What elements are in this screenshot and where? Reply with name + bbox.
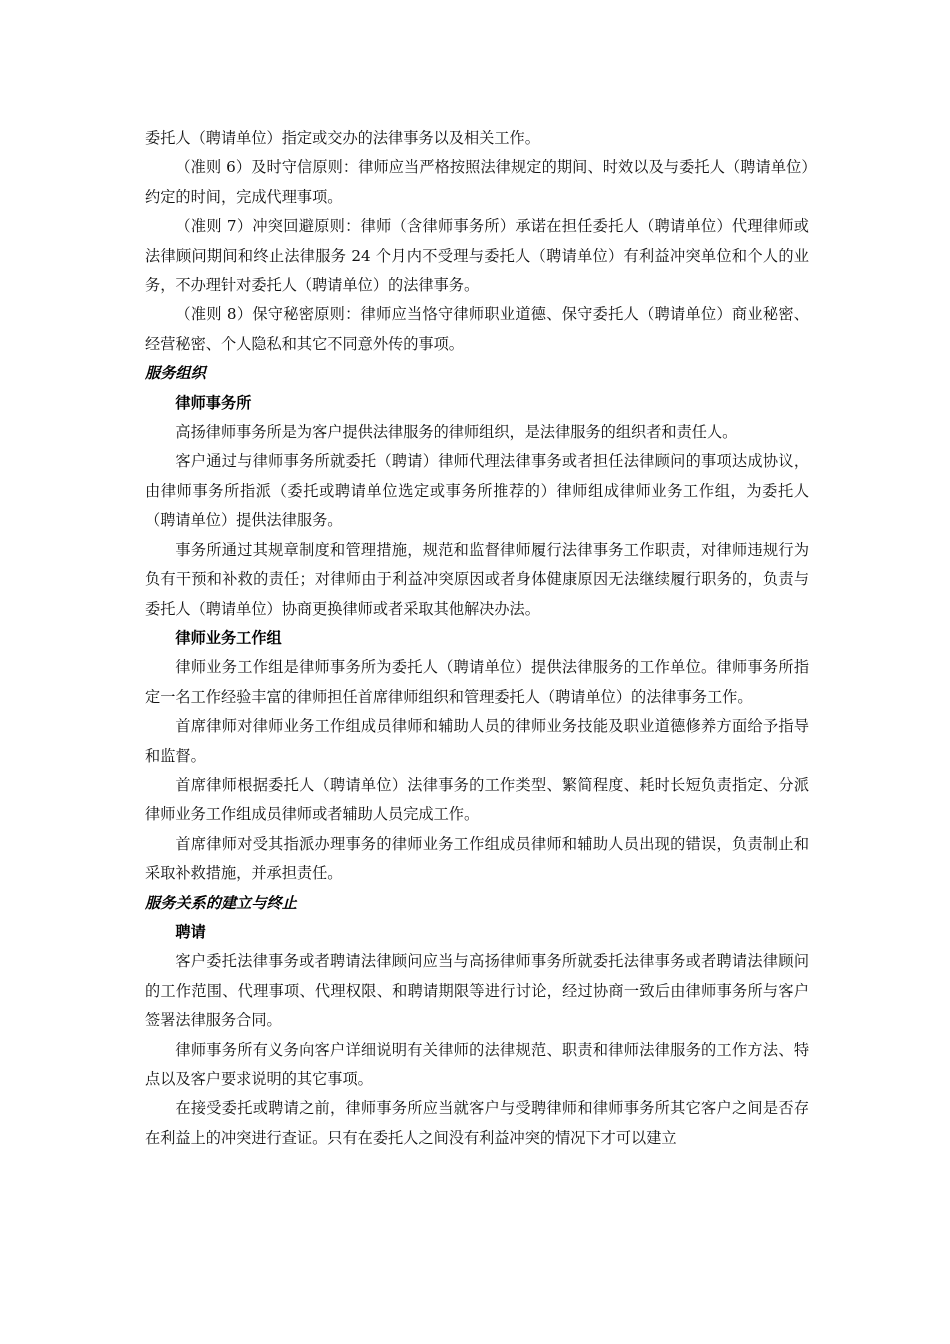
work-group-paragraph: 首席律师根据委托人（聘请单位）法律事务的工作类型、繁简程度、耗时长短负责指定、分派律师业务工作组成员律师或者辅助人员完成工作。 [145, 775, 809, 824]
intro-continuation: 委托人（聘请单位）指定或交办的法律事务以及相关工作。 [145, 129, 540, 147]
rule-8-paragraph: （准则 8）保守秘密原则：律师应当恪守律师职业道德、保守委托人（聘请单位）商业秘密、经营秘密、个人隐私和其它不同意外传的事项。 [145, 305, 809, 353]
subheading-work-group: 律师业务工作组 [175, 628, 282, 647]
work-group-paragraph: 首席律师对受其指派办理事务的律师业务工作组成员律师和辅助人员出现的错误，负责制止和采取补救措施，并承担责任。 [145, 834, 809, 883]
rule-6-paragraph: （准则 6）及时守信原则：律师应当严格按照法律规定的期间、时效以及与委托人（聘请单位）约定的时间，完成代理事项。 [145, 158, 809, 206]
rule-7-paragraph: （准则 7）冲突回避原则：律师（含律师事务所）承诺在担任委托人（聘请单位）代理律师或法律顾问期间和终止法律服务 24 个月内不受理与委托人（聘请单位）有利益冲突单位和个人的业务，不办理针对委托人（聘请单位）的法律事务。 [145, 217, 809, 295]
law-firm-paragraph: 事务所通过其规章制度和管理措施，规范和监督律师履行法律事务工作职责，对律师违规行为负有干预和补救的责任；对律师由于利益冲突原因或者身体健康原因无法继续履行职务的，负责与委托人（聘请单位）协商更换律师或者采取其他解决办法。 [145, 540, 809, 618]
work-group-paragraph: 首席律师对律师业务工作组成员律师和辅助人员的律师业务技能及职业道德修养方面给予指导和监督。 [145, 717, 809, 765]
section-heading-relationship: 服务关系的建立与终止 [145, 893, 297, 912]
subheading-law-firm: 律师事务所 [175, 393, 252, 412]
law-firm-paragraph: 客户通过与律师事务所就委托（聘请）律师代理法律事务或者担任法律顾问的事项达成协议，由律师事务所指派（委托或聘请单位选定或事务所推荐的）律师组成律师业务工作组，为委托人（聘请单位）提供法律服务。 [145, 452, 809, 530]
subheading-engagement: 聘请 [175, 922, 206, 941]
law-firm-paragraph: 高扬律师事务所是为客户提供法律服务的律师组织，是法律服务的组织者和责任人。 [175, 423, 738, 442]
document-page [145, 124, 809, 1153]
engagement-paragraph: 律师事务所有义务向客户详细说明有关律师的法律规范、职责和律师法律服务的工作方法、特点以及客户要求说明的其它事项。 [145, 1040, 809, 1088]
engagement-paragraph: 客户委托法律事务或者聘请法律顾问应当与高扬律师事务所就委托法律事务或者聘请法律顾问的工作范围、代理事项、代理权限、和聘请期限等进行讨论，经过协商一致后由律师事务所与客户签署法律服务合同。 [145, 952, 809, 1030]
engagement-paragraph: 在接受委托或聘请之前，律师事务所应当就客户与受聘律师和律师事务所其它客户之间是否存在利益上的冲突进行查证。只有在委托人之间没有利益冲突的情况下才可以建立 [145, 1099, 809, 1147]
section-heading-service-organization: 服务组织 [145, 364, 206, 383]
work-group-paragraph: 律师业务工作组是律师事务所为委托人（聘请单位）提供法律服务的工作单位。律师事务所指定一名工作经验丰富的律师担任首席律师组织和管理委托人（聘请单位）的法律事务工作。 [145, 658, 809, 706]
